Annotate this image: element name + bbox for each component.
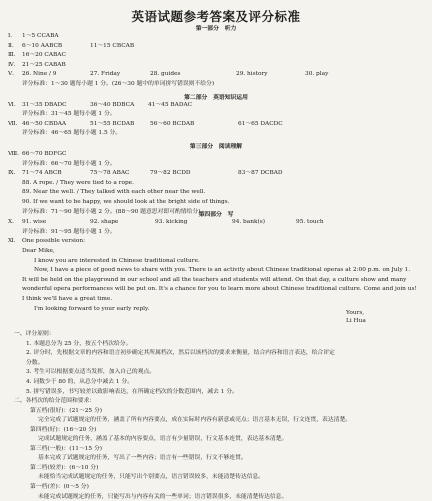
letter-line: I think we'll have a great time. [22, 296, 113, 302]
item-number: Ⅴ. [8, 71, 15, 78]
section-heading-part1: 第一部分 听力 [195, 26, 237, 32]
letter-line: Now, I have a piece of good news to share with you. There is an activity about Chinese traditional operas at 2:00 p.m. on July 1. [34, 267, 411, 274]
answer-text: 6～10 AABCB [22, 42, 63, 49]
scoring-note: 基本完成了试题规定的任务，写出了一些内容；语言有一些错误，行文不够连贯。 [38, 455, 247, 462]
section-heading-part4: 第四部分 写 [198, 212, 234, 219]
answer-text: 26. Nine / 9 [22, 71, 57, 78]
scoring-note: 5. 拼写错误多，书写较差以致影响表达，在所确定档次的分数范围内，减去 1 分。 [26, 388, 238, 395]
item-number: Ⅶ. [8, 120, 18, 127]
item-number: Ⅷ. [8, 151, 19, 157]
item-number: Ⅱ. [8, 42, 14, 49]
answer-text: 16～20 CABAC [22, 52, 66, 59]
answer-text: 71～74 ABCB [22, 170, 62, 177]
answer-text: 93. kicking [155, 219, 188, 226]
scoring-note: 第四档(好)：(16～20 分) [30, 426, 97, 433]
answer-text: 88. A rope. / They were tied to a rope. [22, 179, 134, 186]
answer-text: 46～50 CBDAA [22, 120, 67, 127]
letter-line: I know you are interested in Chinese traditional culture. [34, 257, 200, 264]
letter-line: It will be held on the playground in our school and all the teachers and students will attend. On that day, a culture show and many [22, 276, 407, 283]
item-number: Ⅰ. [8, 33, 13, 39]
item-number: Ⅸ. [8, 170, 16, 177]
answer-text: One possible version: [22, 238, 86, 245]
answer-text: 51～55 BCDAB [90, 120, 135, 127]
item-number: Ⅹ. [8, 219, 14, 226]
answer-text: 29. history [236, 71, 268, 78]
answer-text: 83～87 DCBAD [238, 170, 283, 177]
letter-signature: Li Hua [346, 318, 366, 325]
scoring-note: 未能恰当完成试题规定的任务，只能写出个别要点，语言错误较多，未能清楚传达信息。 [38, 474, 265, 481]
answer-text: 92. shape [90, 219, 119, 226]
item-number: Ⅺ. [8, 238, 16, 245]
answer-text: 评分标准：31～45 题每小题 1 分。 [22, 111, 116, 118]
letter-salutation: Dear Mike, [22, 248, 55, 254]
answer-text: 95. touch [296, 219, 324, 226]
scoring-note: 未能完成试题规定的任务，只能写出与内容有关的一些单词；语言错误很多，未能清楚传达信息。 [38, 493, 288, 500]
page-title: 英语试题参考答案及评分标准 [131, 9, 301, 24]
answer-text: 27. Friday [90, 71, 121, 78]
answer-text: 30. play [305, 71, 329, 78]
scoring-note: 完全完成了试题规定的任务，涵盖了所有内容要点，成在实际时内容有新意或亮点；语言基本无误，行文连贯，表达清楚。 [38, 417, 352, 424]
answer-text: 90. If we want to be happy, we should look at the bright side of things. [22, 199, 230, 205]
scoring-note: 二、各档次的给分范围和要求： [14, 398, 96, 405]
answer-text: 评分标准：46～65 题每小题 1.5 分。 [22, 130, 122, 137]
scoring-note: 一、评分原则： [14, 331, 55, 338]
scoring-note: 第一档(差)：(0～5 分) [30, 484, 89, 490]
answer-text: 评分标准：91～95 题每小题 1 分。 [22, 228, 116, 235]
item-number: Ⅲ. [8, 52, 16, 59]
letter-closing: Yours, [346, 309, 365, 316]
answer-text: 1～5 CCABA [22, 33, 59, 39]
section-heading-part3: 第三部分 阅读理解 [189, 144, 243, 150]
section-heading-part2: 第二部分 英语知识运用 [184, 94, 248, 101]
scoring-note: 2. 评分时，先根据文章的内容和语言初步确定其所属档次，然后以该档次的要求来衡量，结合内容和语言表达，给合评定 [26, 350, 335, 357]
letter-line: wonderful opera performances will be put on. It's a chance for you to learn more about Chinese traditional culture. Come and join us! [22, 286, 417, 293]
scoring-note: 完成试题规定的任务，涵盖了基本的内容要点，语言有少量错误，行文基本连贯，表达基本清楚。 [38, 436, 288, 443]
scoring-note: 1. 本题总分为 25 分，按五个档次给分。 [26, 340, 132, 347]
answer-text: 21～25 CABAB [22, 61, 66, 68]
scoring-note: 4. 词数少于 80 的，从总分中减去 1 分。 [26, 378, 133, 385]
answer-text: 79～82 BCDD [150, 170, 191, 177]
scoring-note: 第二档(较差)：(6～10 分) [30, 464, 99, 471]
answer-text: 66～70 BDFGC [22, 151, 67, 157]
answer-text: 28. guides [150, 71, 181, 78]
answer-text: 31～35 DBADC [22, 101, 67, 108]
scoring-note: 3. 考生可以根据要点适当发挥，加入自己的观点。 [26, 369, 156, 376]
scoring-rule: 评分标准：1～30 题每小题 1 分。(26～30 题中的单词拼写错误则不给分) [22, 81, 215, 87]
answer-text: 41～45 BADAC [148, 101, 193, 108]
letter-line: I'm looking forward to your early reply. [34, 305, 150, 312]
item-number: Ⅵ. [8, 101, 16, 108]
answer-text: 36～40 BDBCA [90, 101, 135, 108]
answer-text: 94. bank(s) [232, 219, 265, 226]
scoring-note: 第五档(很好)：(21～25 分) [30, 407, 103, 414]
answer-text: 89. Near the well. / They talked with each other near the well. [22, 189, 206, 196]
answer-text: 评分标准：66～70 题每小题 1 分。 [22, 160, 116, 167]
answer-text: 61～65 DACDC [238, 120, 283, 127]
scoring-note: 第三档(一般)：(11～15 分) [30, 445, 103, 452]
answer-text: 11～15 CBCAB [90, 42, 135, 49]
scoring-note: 分数。 [26, 359, 44, 366]
answer-text: 75～78 ABAC [90, 170, 130, 177]
answer-text: 91. wise [22, 219, 47, 226]
answer-text: 评分标准：71～90 题每小题 2 分。(88～90 题意思对即可酌情给分) [22, 208, 201, 215]
answer-text: 56～60 BCDAB [150, 120, 195, 127]
item-number: Ⅳ. [8, 61, 16, 68]
